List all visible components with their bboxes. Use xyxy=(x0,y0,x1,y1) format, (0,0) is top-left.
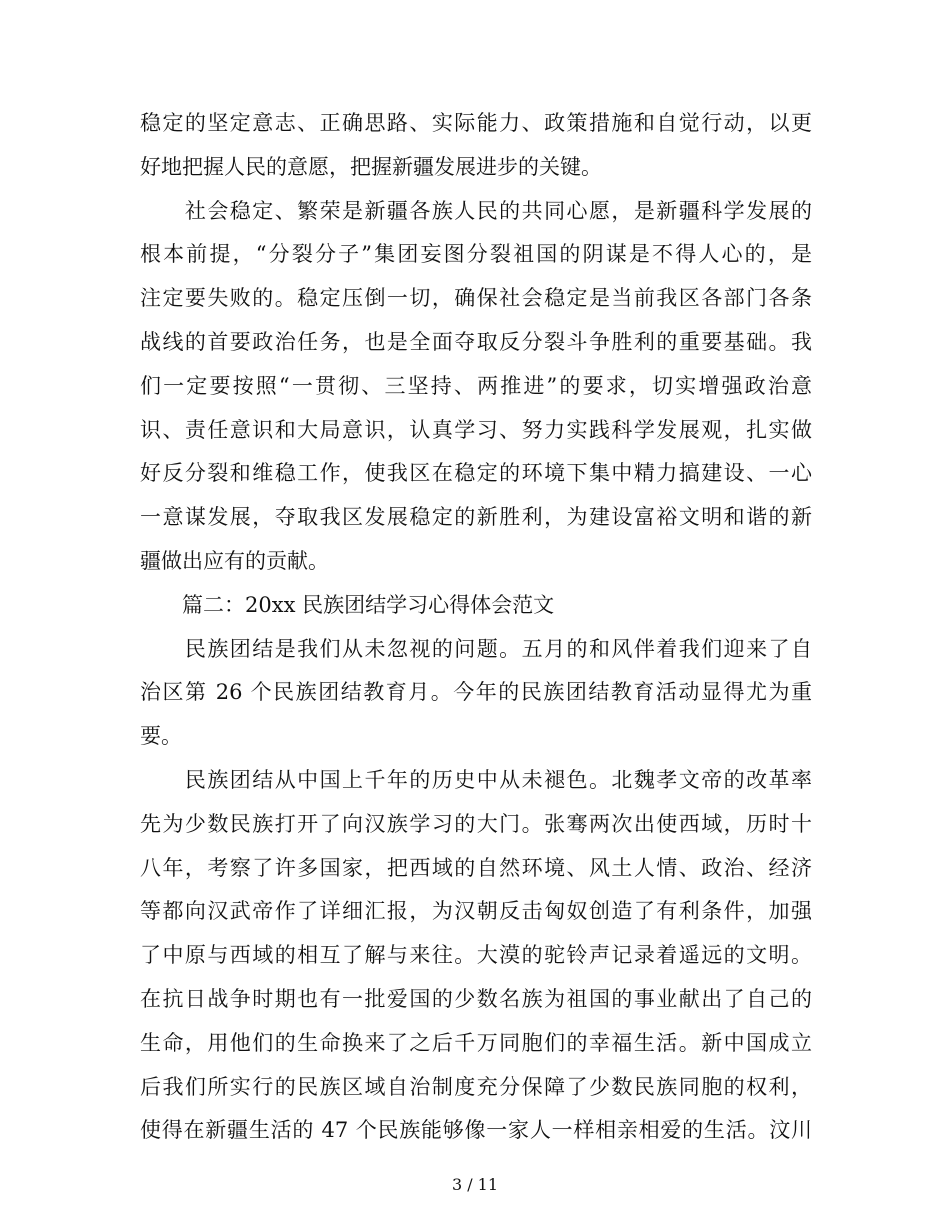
text-line: 等都向汉武帝作了详细汇报，为汉朝反击匈奴创造了有利条件，加强 xyxy=(140,899,812,924)
text-line: 好地把握人民的意愿，把握新疆发展进步的关键。 xyxy=(140,154,602,179)
text-line: 们一定要按照“一贯彻、三坚持、两推进”的要求，切实增强政治意 xyxy=(140,373,812,398)
text-line: 篇二：20xx 民族团结学习心得体会范文 xyxy=(140,592,555,617)
text-line: 战线的首要政治任务，也是全面夺取反分裂斗争胜利的重要基础。我 xyxy=(140,329,812,354)
text-line: 好反分裂和维稳工作，使我区在稳定的环境下集中精力搞建设、一心 xyxy=(140,461,812,486)
document-body xyxy=(140,102,812,1153)
text-line: 根本前提，“分裂分子”集团妄图分裂祖国的阴谋是不得人心的，是 xyxy=(140,242,812,267)
text-line: 要。 xyxy=(140,724,182,749)
text-line: 了中原与西域的相互了解与来往。大漠的驼铃声记录着遥远的文明。 xyxy=(140,943,812,968)
text-line: 民族团结从中国上千年的历史中从未褪色。北魏孝文帝的改革率 xyxy=(140,767,812,792)
text-line: 后我们所实行的民族区域自治制度充分保障了少数民族同胞的权利， xyxy=(140,1074,812,1099)
text-line: 疆做出应有的贡献。 xyxy=(140,548,329,573)
text-line: 民族团结是我们从未忽视的问题。五月的和风伴着我们迎来了自 xyxy=(140,636,812,661)
text-line: 使得在新疆生活的 47 个民族能够像一家人一样相亲相爱的生活。汶川 xyxy=(140,1118,812,1143)
text-line: 稳定的坚定意志、正确思路、实际能力、政策措施和自觉行动，以更 xyxy=(140,111,812,135)
text-line: 一意谋发展，夺取我区发展稳定的新胜利，为建设富裕文明和谐的新 xyxy=(140,505,812,530)
text-line: 先为少数民族打开了向汉族学习的大门。张骞两次出使西域，历时十 xyxy=(140,811,812,836)
text-line: 八年，考察了许多国家，把西域的自然环境、风土人情、政治、经济 xyxy=(140,855,812,880)
page-number: 3 / 11 xyxy=(451,1175,499,1194)
text-line: 识、责任意识和大局意识，认真学习、努力实践科学发展观，扎实做 xyxy=(140,417,812,442)
text-line: 在抗日战争时期也有一批爱国的少数名族为祖国的事业献出了自己的 xyxy=(140,986,812,1011)
text-line: 社会稳定、繁荣是新疆各族人民的共同心愿，是新疆科学发展的 xyxy=(140,198,812,223)
text-line: 注定要失败的。稳定压倒一切，确保社会稳定是当前我区各部门各条 xyxy=(140,286,812,311)
text-line: 生命，用他们的生命换来了之后千万同胞们的幸福生活。新中国成立 xyxy=(140,1030,812,1055)
text-line: 治区第 26 个民族团结教育月。今年的民族团结教育活动显得尤为重 xyxy=(140,680,812,705)
